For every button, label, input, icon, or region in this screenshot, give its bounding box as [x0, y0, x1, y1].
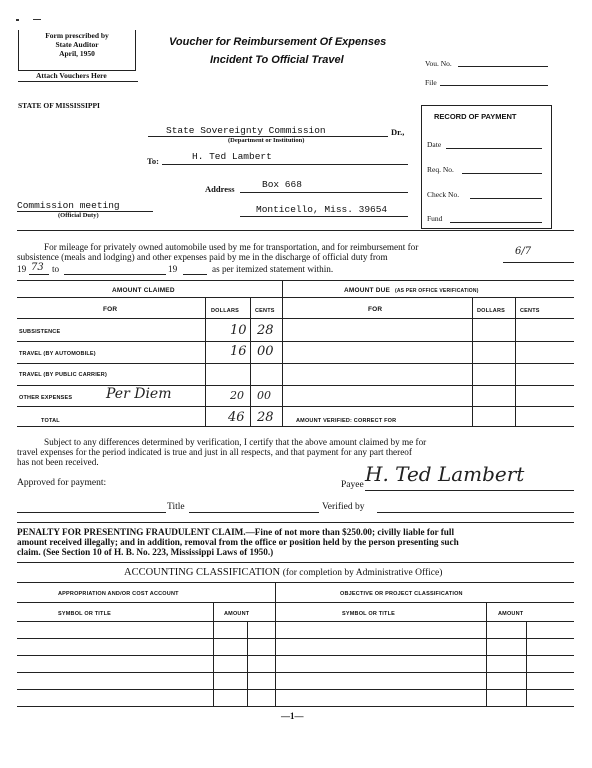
state-label: STATE OF MISSISSIPPI	[18, 101, 100, 110]
penalty-line2: amount received illegally; and in addition, removal from the office or position held by the person presenting such	[17, 537, 459, 547]
row-label-other: OTHER EXPENSES	[19, 395, 73, 401]
travel-auto-dollars[interactable]: 16	[230, 344, 247, 359]
objective-header: OBJECTIVE OR PROJECT CLASSIFICATION	[340, 591, 463, 597]
prescribed-box	[18, 30, 136, 71]
claimed-col-cents-label: CENTS	[255, 308, 275, 314]
accounting-row[interactable]	[17, 672, 574, 673]
payee-name[interactable]: H. Ted Lambert	[192, 151, 272, 162]
table-colhead-rule	[17, 318, 574, 319]
claimed-col-dollars-label: DOLLARS	[211, 308, 239, 314]
subsistence-dollars[interactable]: 10	[230, 323, 247, 338]
to-date-field[interactable]	[64, 274, 166, 275]
attach-vouchers: Attach Vouchers Here	[36, 71, 107, 80]
other-expenses-note[interactable]: Per Diem	[106, 386, 172, 402]
year-line	[29, 274, 49, 275]
fund-field[interactable]	[450, 222, 542, 223]
record-of-payment-title: RECORD OF PAYMENT	[434, 112, 517, 121]
accounting-colhead-rule	[17, 621, 574, 622]
address-label: Address	[205, 184, 235, 194]
accounting-top-rule	[17, 562, 574, 563]
due-col-dollars-label: DOLLARS	[477, 308, 505, 314]
address-line1[interactable]: Box 668	[262, 179, 302, 190]
row-label-travel-auto: TRAVEL (BY AUTOMOBILE)	[19, 351, 96, 357]
row-rule	[17, 385, 574, 386]
accounting-title	[124, 567, 442, 578]
check-no-field[interactable]	[470, 198, 542, 199]
vou-no-label: Vou. No.	[425, 59, 452, 68]
title-label: Title	[167, 502, 185, 512]
vou-no-field[interactable]	[458, 66, 548, 67]
prescribed-line3: April, 1950	[59, 49, 95, 58]
penalty-top-rule	[17, 522, 574, 523]
year-value[interactable]: 73	[31, 262, 44, 273]
amount-claimed-header: AMOUNT CLAIMED	[112, 287, 175, 294]
table-bottom	[17, 426, 574, 427]
address-line1-rule	[240, 192, 408, 193]
fund-label: Fund	[427, 214, 443, 223]
travel-auto-cents[interactable]: 00	[257, 344, 274, 359]
mileage-text-line2: subsistence (meals and lodging) and other expenses paid by me in the discharge of official duty from	[17, 252, 388, 262]
official-duty-value[interactable]: Commission meeting	[17, 200, 120, 211]
to-date-label: to	[52, 264, 60, 274]
penalty-line1: PENALTY FOR PRESENTING FRAUDULENT CLAIM.—Fine of not more than $250.00; civilly liable for full	[17, 527, 455, 537]
left-amount-col	[213, 602, 214, 706]
other-dollars[interactable]: 20	[230, 389, 244, 402]
dr-label: Dr.,	[391, 127, 405, 137]
payee-signature[interactable]: H. Ted Lambert	[365, 462, 525, 486]
payee-signature-line	[365, 490, 574, 491]
other-cents[interactable]: 00	[257, 389, 271, 402]
amount-due-header: AMOUNT DUE	[344, 287, 391, 294]
accounting-subheader-rule	[17, 602, 574, 603]
total-cents[interactable]: 28	[257, 410, 274, 425]
approver-field[interactable]	[17, 512, 166, 513]
penalty-line3: claim. (See Section 10 of H. B. No. 223, Mississippi Laws of 1950.)	[17, 547, 274, 557]
table-mid-divider	[282, 280, 283, 426]
total-dollars[interactable]: 46	[228, 410, 245, 425]
left-cents-col	[247, 621, 248, 706]
row-rule	[17, 363, 574, 364]
due-col-for: FOR	[368, 306, 383, 313]
prescribed-line2: State Auditor	[55, 40, 99, 49]
row-rule	[17, 341, 574, 342]
certify-line3: has not been received.	[17, 457, 99, 467]
accounting-subtitle: (for completion by Administrative Office)	[282, 568, 443, 578]
prescribed-line1: Form prescribed by	[45, 31, 109, 40]
accounting-title-text: ACCOUNTING CLASSIFICATION	[124, 567, 281, 578]
record-of-payment-box	[421, 105, 552, 229]
nineteen: 19	[168, 264, 178, 274]
official-duty-caption: (Official Duty)	[58, 212, 99, 219]
date-field[interactable]	[446, 148, 542, 149]
accounting-mid-divider	[275, 582, 276, 706]
section-divider	[17, 230, 574, 231]
address-line2-rule	[240, 216, 408, 217]
accounting-header-rule	[17, 582, 574, 583]
from-date[interactable]: 6/7	[515, 246, 532, 257]
accounting-bottom	[17, 706, 574, 707]
from-date-line	[503, 262, 574, 263]
verified-by-label: Verified by	[322, 502, 365, 512]
department-value[interactable]: State Sovereignty Commission	[166, 125, 326, 136]
table-top	[17, 280, 574, 281]
table-header-rule	[17, 297, 574, 298]
amount-due-note: (AS PER OFFICE VERIFICATION)	[395, 288, 479, 294]
mileage-text-line1: For mileage for privately owned automobile used by me for transportation, and for reimbursement for	[44, 242, 419, 252]
form-title: Voucher for Reimbursement Of Expenses	[169, 36, 387, 48]
right-symbol-label: SYMBOL OR TITLE	[342, 611, 396, 617]
certify-line1: Subject to any differences determined by verification, I certify that the above amount claimed by me for	[44, 437, 427, 447]
department-caption: (Department or Institution)	[228, 137, 305, 144]
row-label-total: TOTAL	[41, 418, 60, 424]
due-col-cents-label: CENTS	[520, 308, 540, 314]
date-label: Date	[427, 140, 442, 149]
address-line2[interactable]: Monticello, Miss. 39654	[256, 204, 388, 215]
req-no-label: Req. No.	[427, 165, 454, 174]
accounting-row[interactable]	[17, 638, 574, 639]
page-number: —1—	[281, 711, 304, 721]
amount-verified-label: AMOUNT VERIFIED: CORRECT FOR	[296, 418, 397, 424]
row-label-subsistence: SUBSISTENCE	[19, 329, 61, 335]
req-no-field[interactable]	[462, 173, 542, 174]
mileage-text-line3: as per itemized statement within.	[212, 264, 334, 274]
accounting-row[interactable]	[17, 689, 574, 690]
file-label: File	[425, 78, 437, 87]
row-label-travel-public: TRAVEL (BY PUBLIC CARRIER)	[19, 372, 108, 378]
to-year-field[interactable]	[183, 274, 207, 275]
certify-line2: travel expenses for the period indicated is true and just in all respects, and that payment for any part thereof	[17, 447, 412, 457]
approved-label: Approved for payment:	[17, 478, 107, 488]
title-field[interactable]	[189, 512, 319, 513]
left-amount-label: AMOUNT	[224, 611, 250, 617]
file-field[interactable]	[440, 85, 548, 86]
claimed-col-for: FOR	[103, 306, 118, 313]
appropriation-header: APPROPRIATION AND/OR COST ACCOUNT	[58, 591, 179, 597]
right-amount-label: AMOUNT	[498, 611, 524, 617]
row-rule	[17, 406, 574, 407]
to-label: To:	[147, 156, 159, 166]
payee-name-line	[162, 164, 408, 165]
corner-mark	[16, 19, 19, 21]
right-amount-col	[486, 602, 487, 706]
verified-by-field[interactable]	[377, 512, 574, 513]
left-symbol-label: SYMBOL OR TITLE	[58, 611, 112, 617]
year-prefix: 19	[17, 264, 27, 274]
subsistence-cents[interactable]: 28	[257, 323, 274, 338]
attach-line	[18, 81, 138, 82]
form-subtitle: Incident To Official Travel	[210, 54, 344, 66]
accounting-row[interactable]	[17, 655, 574, 656]
corner-mark	[33, 19, 41, 20]
check-no-label: Check No.	[427, 190, 460, 199]
payee-label: Payee	[341, 480, 364, 490]
right-cents-col	[526, 621, 527, 706]
